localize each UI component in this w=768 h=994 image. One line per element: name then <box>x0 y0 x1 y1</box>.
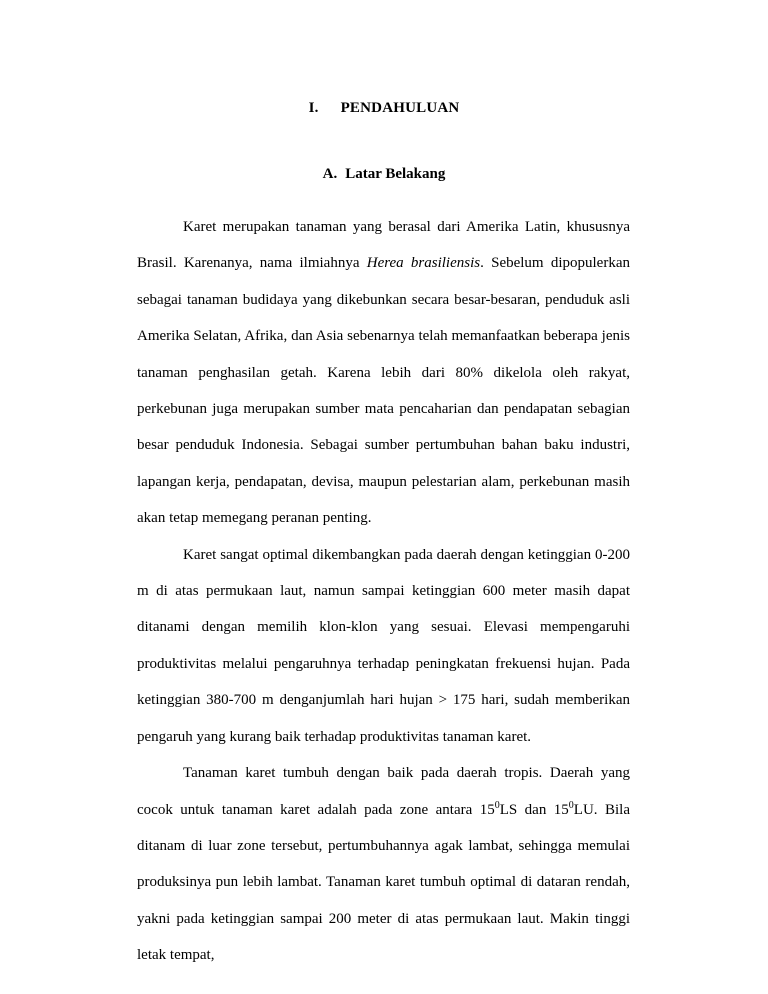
paragraph-3-part-2: LS dan 15 <box>499 801 569 818</box>
section-title: Latar Belakang <box>345 166 446 182</box>
paragraph-3 <box>137 755 630 973</box>
chapter-title: PENDAHULUAN <box>340 100 460 116</box>
paragraph-3-part-3: LU. Bila ditanam di luar zone tersebut, pertumbuhannya agak lambat, sehingga memulai produksinya pun lebih lambat. Tanaman karet tumbuh optimal di dataran rendah, yakni pada ketinggian sampai 200 meter di atas permukaan laut. Makin tinggi letak tempat, <box>137 801 630 964</box>
paragraph-1-text-end: . Sebelum dipopulerkan sebagai tanaman budidaya yang dikebunkan secara besar-besaran, penduduk asli Amerika Selatan, Afrika, dan Asia sebenarnya telah memanfaatkan beberapa jenis tanaman penghasilan getah. Karena lebih dari 80% dikelola oleh rakyat, perkebunan juga merupakan sumber mata pencaharian dan pendapatan sebagian besar penduduk Indonesia. Sebagai sumber pertumbuhan bahan baku industri, lapangan kerja, pendapatan, devisa, maupun pelestarian alam, perkebunan masih akan tetap memegang peranan penting. <box>137 255 630 527</box>
paragraph-1 <box>137 209 630 537</box>
section-number: A. <box>322 166 338 182</box>
degree-superscript-2: 0 <box>568 799 574 811</box>
paragraph-1-text-start: Karet merupakan tanaman yang berasal dari Amerika Latin, khususnya Brasil. Karenanya, nama ilmiahnya <box>137 219 630 272</box>
body-text <box>137 209 630 974</box>
degree-superscript-1: 0 <box>494 799 500 811</box>
paragraph-2: Karet sangat optimal dikembangkan pada daerah dengan ketinggian 0-200 m di atas permukaan laut, namun sampai ketinggian 600 meter masih dapat ditanami dengan memilih klon-klon yang sesuai. Elevasi mempengaruhi produktivitas melalui pengaruhnya terhadap peningkatan frekuensi hujan. Pada ketinggian 380-700 m denganjumlah hari hujan > 175 hari, sudah memberikan pengaruh yang kurang baik terhadap produktivitas tanaman karet. <box>137 546 630 745</box>
section-heading <box>0 166 768 183</box>
chapter-number: I. <box>308 100 319 116</box>
scientific-name: Herea brasiliensis <box>366 255 481 272</box>
chapter-heading <box>0 100 768 117</box>
paragraph-3-part-1: Tanaman karet tumbuh dengan baik pada daerah tropis. Daerah yang cocok untuk tanaman karet adalah pada zone antara 15 <box>137 765 630 818</box>
